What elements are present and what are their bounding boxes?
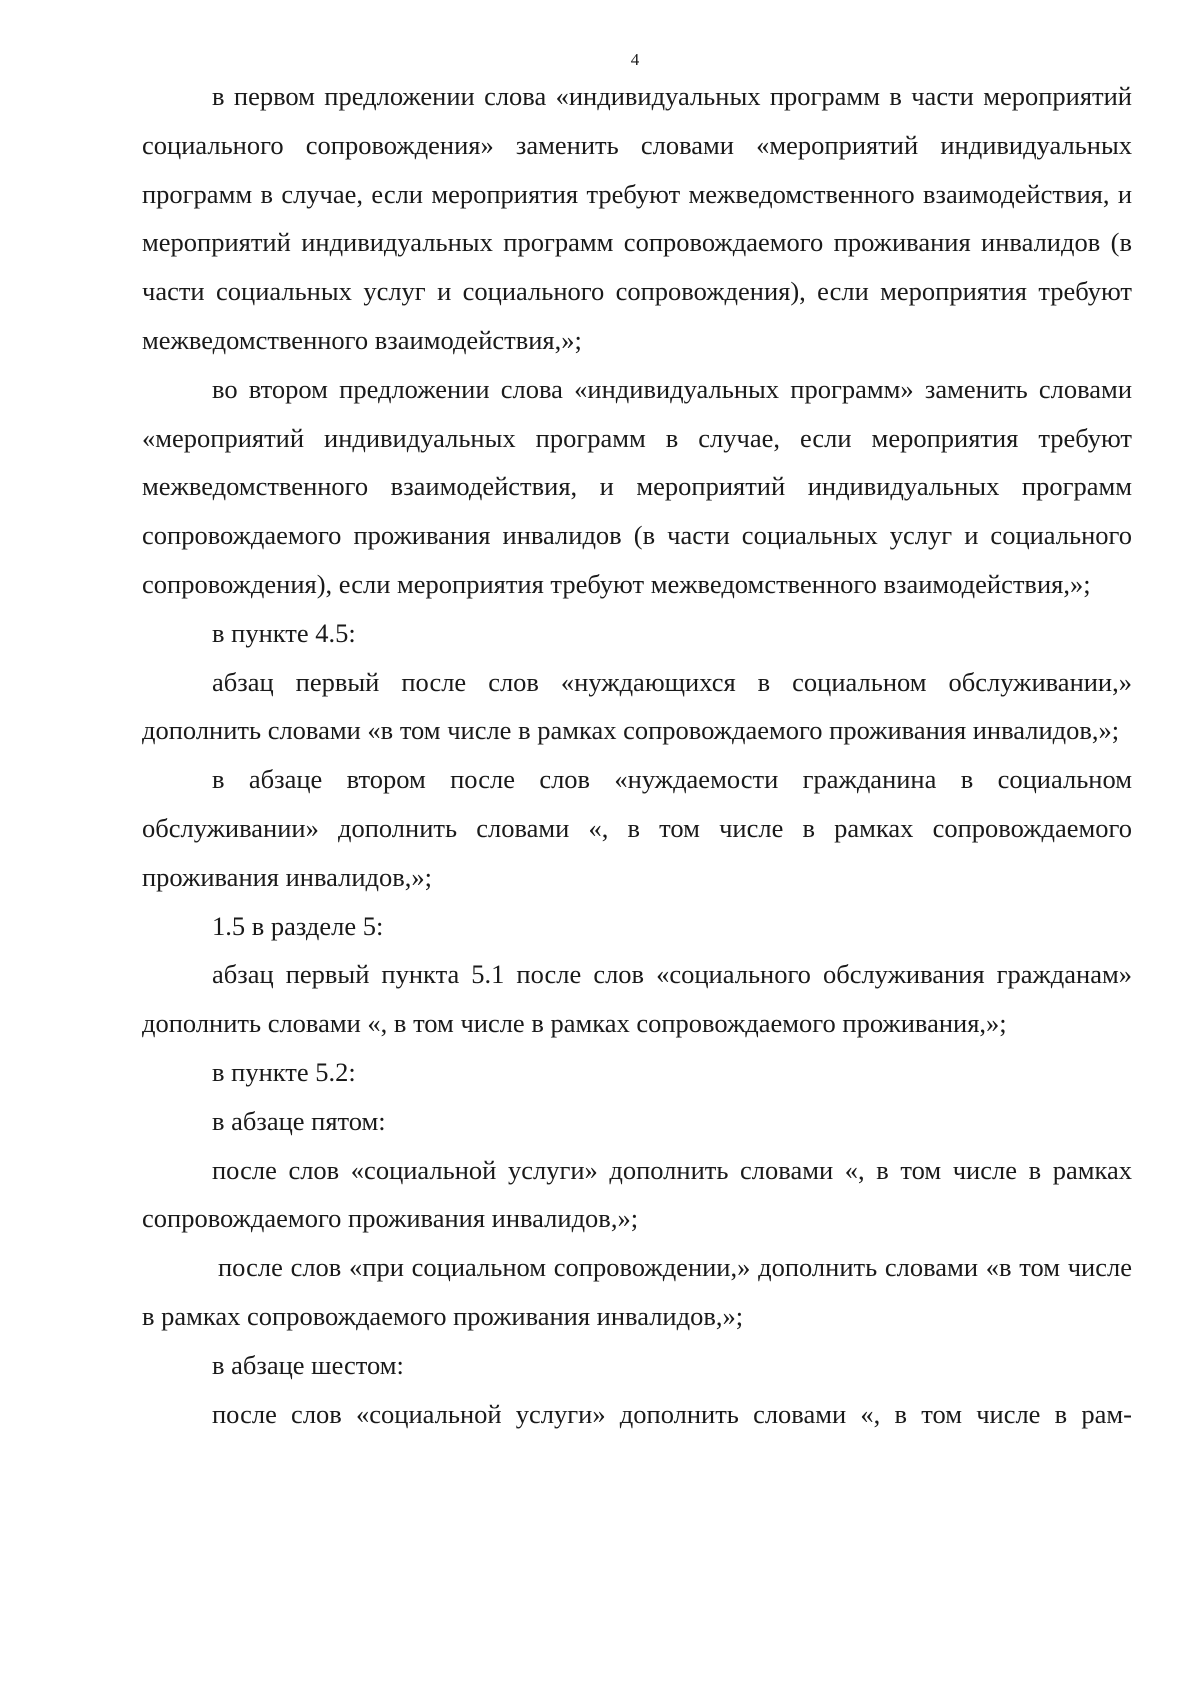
- paragraph-2: во втором предложении слова «индивидуальных программ» заменить словами «мероприятий индивидуальных программ в случае, если мероприятия требуют межведомственного взаимодействия, и мероприятий индивидуальных программ сопровождаемого проживания инвалидов (в части социальных услуг и социального сопровождения), если мероприятия требуют межведомственного взаимодействия,»;: [142, 373, 1132, 599]
- paragraph-5: в абзаце втором после слов «нуждаемости гражданина в социальном обслуживании» дополнить словами «, в том числе в рамках сопровождаемого проживания инвалидов,»;: [142, 764, 1132, 892]
- paragraph-4: абзац первый после слов «нуждающихся в социальном обслуживании,» дополнить словами «в том числе в рамках сопровождаемого проживания инвалидов,»;: [142, 666, 1132, 746]
- paragraph-11: после слов «при социальном сопровождении,» дополнить словами «в том числе в рамках сопровождаемого проживания инвалидов,»;: [142, 1252, 1132, 1331]
- paragraph-12: в абзаце шестом:: [212, 1349, 404, 1380]
- paragraph-8: в пункте 5.2:: [212, 1056, 356, 1087]
- paragraph-1: в первом предложении слова «индивидуальных программ в части мероприятий социального сопровождения» заменить словами «мероприятий индивидуальных программ в случае, если мероприятия требуют межведомственного взаимодействия, и мероприятий индивидуальных программ сопровождаемого проживания инвалидов (в части социальных услуг и социального сопровождения), если мероприятия требуют межведомственного взаимодействия,»;: [142, 81, 1132, 355]
- paragraph-10: после слов «социальной услуги» дополнить словами «, в том числе в рамках сопровождаемого проживания инвалидов,»;: [142, 1154, 1132, 1234]
- paragraph-6: 1.5 в разделе 5:: [212, 910, 384, 941]
- paragraph-3: в пункте 4.5:: [212, 617, 356, 648]
- paragraph-7: абзац первый пункта 5.1 после слов «социального обслуживания гражданам» дополнить словами «, в том числе в рамках сопровождаемого проживания,»;: [142, 959, 1132, 1039]
- document-body: [142, 72, 1132, 1438]
- paragraph-13: после слов «социальной услуги» дополнить словами «, в том числе в рам-: [212, 1398, 1132, 1429]
- page-number: 4: [630, 50, 640, 69]
- paragraph-9: в абзаце пятом:: [212, 1105, 386, 1136]
